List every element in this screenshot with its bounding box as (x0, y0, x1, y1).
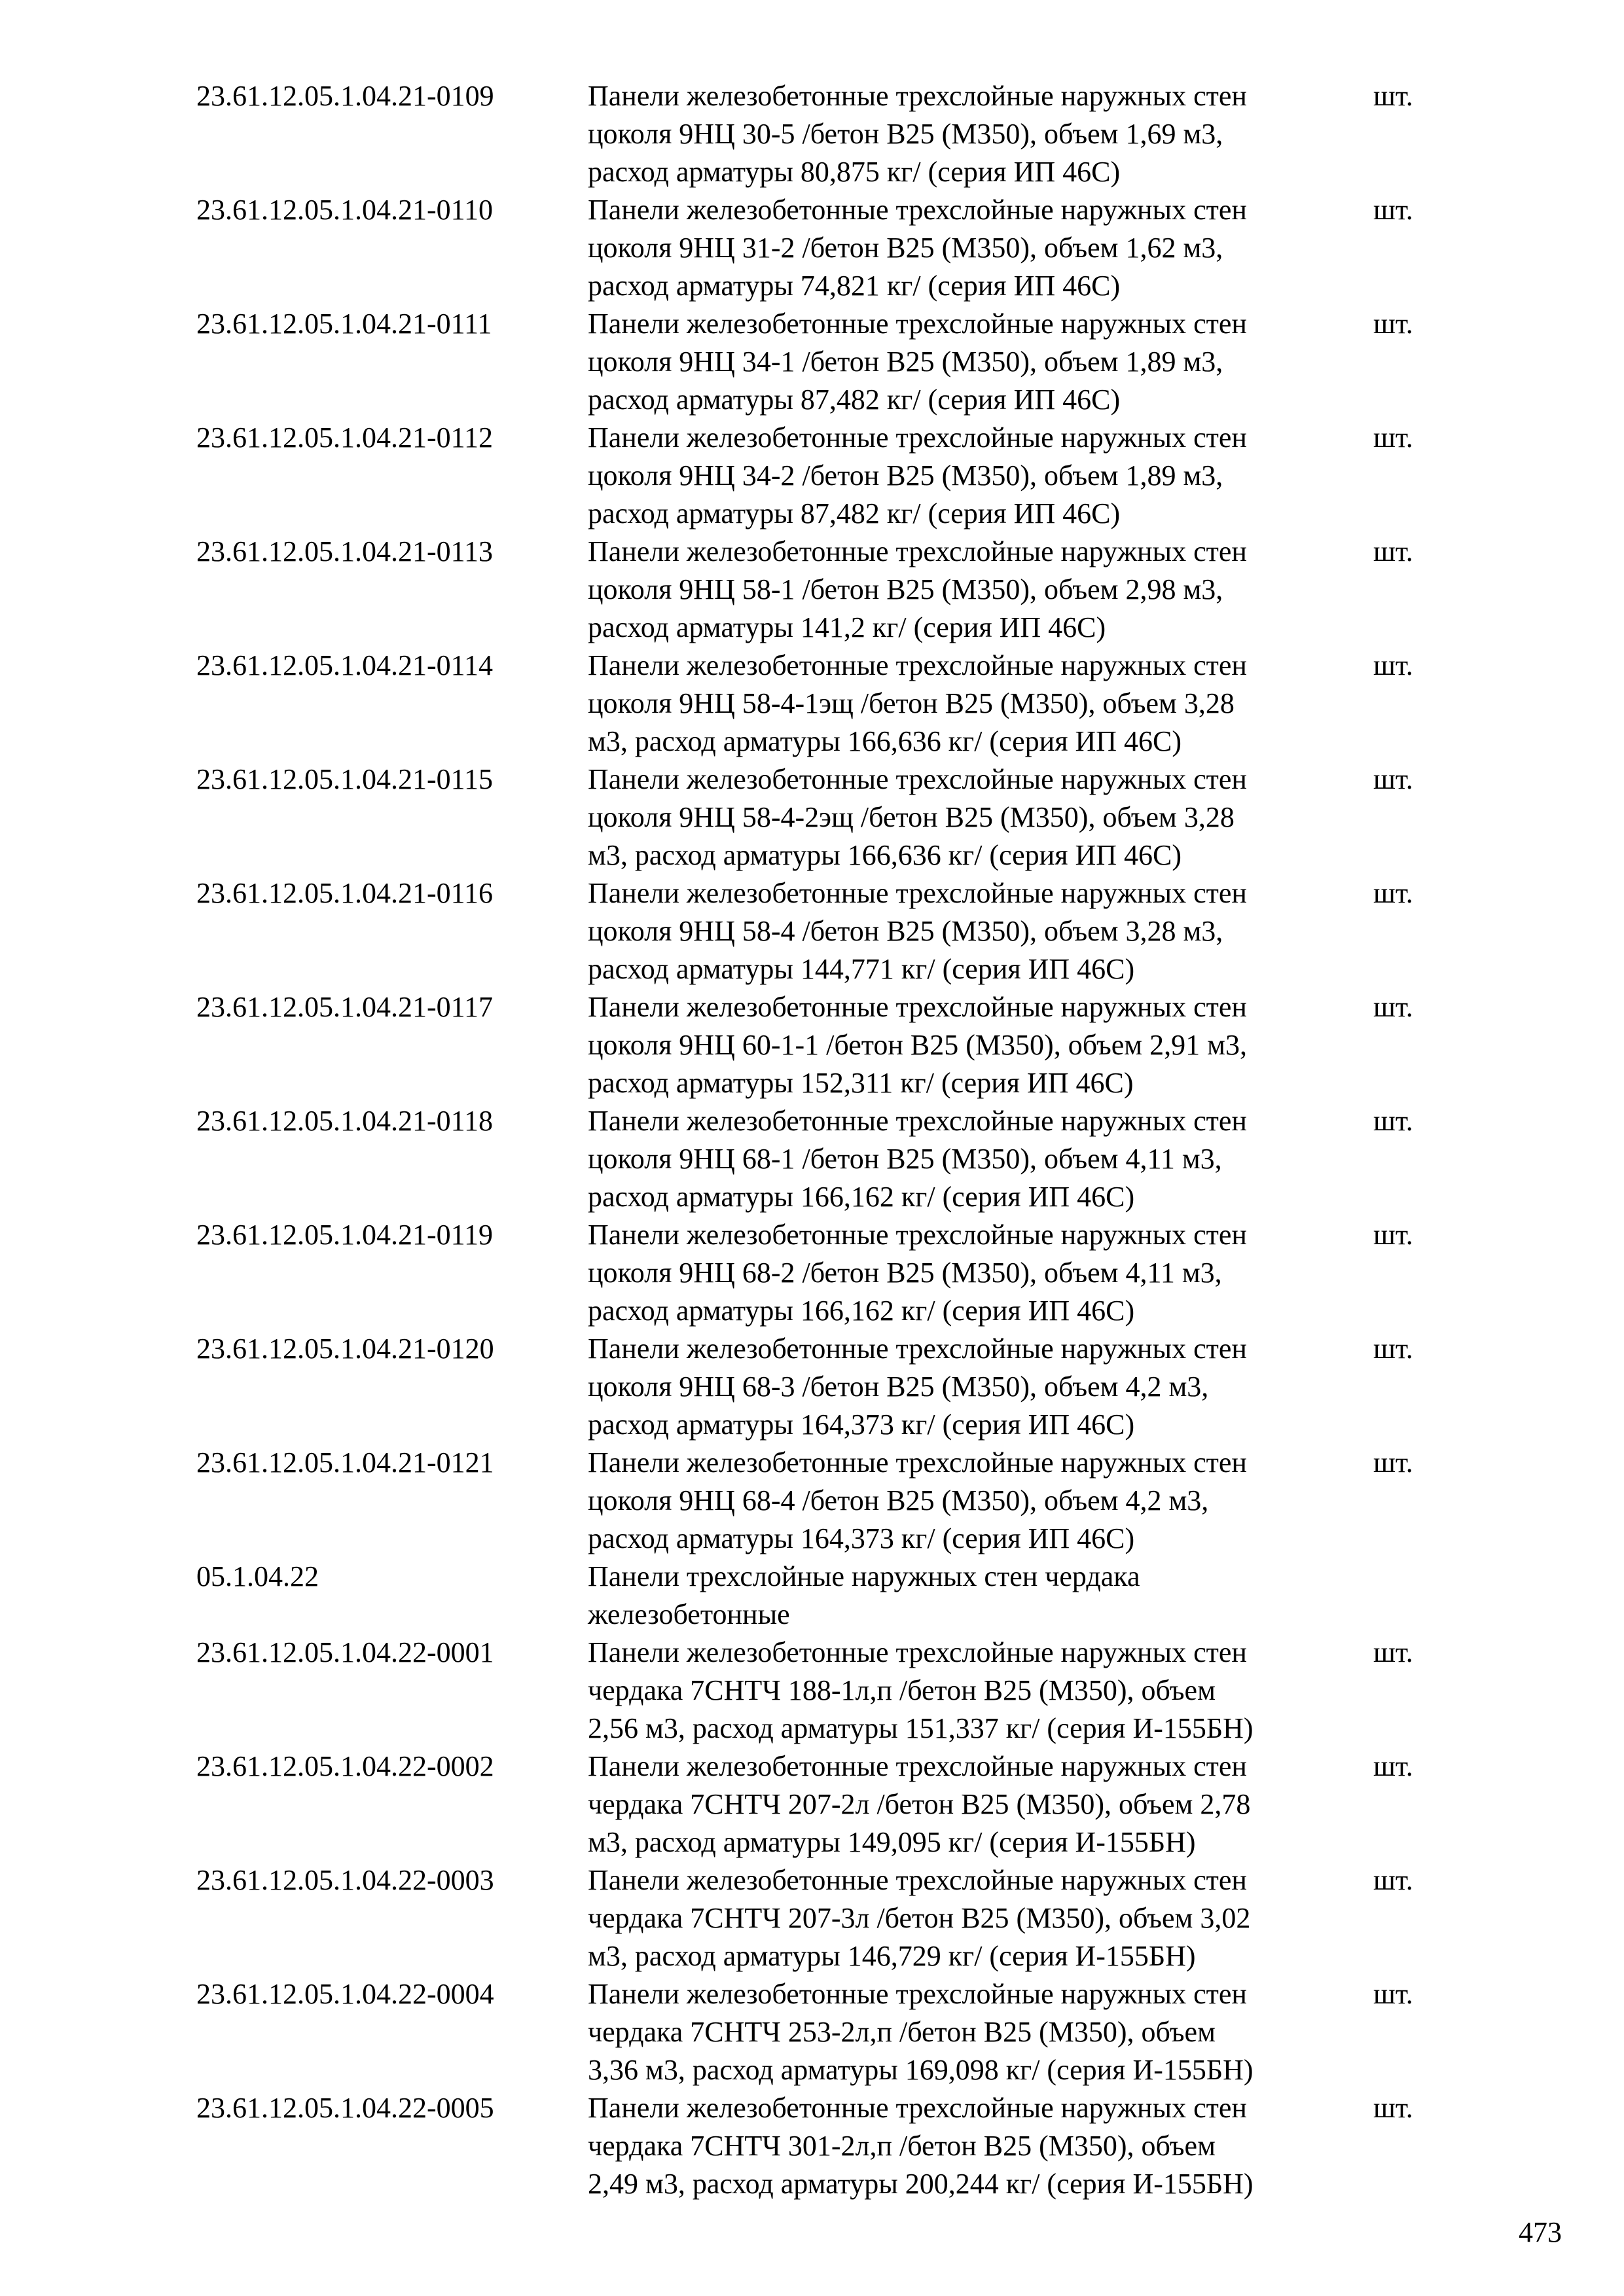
table-row (196, 647, 1479, 761)
description-line: расход арматуры 166,162 кг/ (серия ИП 46С) (588, 1295, 1135, 1327)
table-row (196, 419, 1479, 533)
description-line: цоколя 9НЦ 68-1 /бетон B25 (М350), объем 4,11 м3, (588, 1143, 1222, 1175)
description-line: цоколя 9НЦ 68-3 /бетон B25 (М350), объем 4,2 м3, (588, 1371, 1209, 1403)
item-unit: шт. (1373, 649, 1413, 681)
description-line: Панели железобетонные трехслойные наружных стен (588, 535, 1247, 567)
item-code: 23.61.12.05.1.04.21-0118 (196, 1105, 494, 1137)
description-line: Панели железобетонные трехслойные наружных стен (588, 1219, 1247, 1251)
table-row (196, 533, 1479, 647)
description-line: чердака 7СНТЧ 188-1л,п /бетон B25 (М350), объем (588, 1674, 1216, 1706)
item-unit: шт. (1373, 1978, 1413, 2010)
item-code: 23.61.12.05.1.04.22-0003 (196, 1864, 494, 1896)
description-line: Панели железобетонные трехслойные наружных стен (588, 1864, 1247, 1896)
description-line: расход арматуры 152,311 кг/ (серия ИП 46С) (588, 1067, 1134, 1099)
description-line: расход арматуры 87,482 кг/ (серия ИП 46С) (588, 497, 1121, 529)
description-line: расход арматуры 166,162 кг/ (серия ИП 46С) (588, 1181, 1135, 1213)
item-description (588, 1975, 1367, 2089)
description-line: цоколя 9НЦ 34-1 /бетон B25 (М350), объем 1,89 м3, (588, 346, 1223, 378)
description-line: расход арматуры 144,771 кг/ (серия ИП 46С) (588, 953, 1135, 985)
item-code: 23.61.12.05.1.04.21-0121 (196, 1446, 494, 1479)
item-description (588, 2089, 1367, 2203)
page-number: 473 (1519, 2216, 1562, 2248)
item-unit: шт. (1373, 535, 1413, 567)
description-line: чердака 7СНТЧ 207-2л /бетон B25 (М350), объем 2,78 (588, 1788, 1251, 1820)
description-line: м3, расход арматуры 166,636 кг/ (серия ИП 46С) (588, 725, 1182, 757)
description-line: цоколя 9НЦ 68-2 /бетон B25 (М350), объем 4,11 м3, (588, 1257, 1222, 1289)
item-description (588, 1102, 1367, 1216)
description-line: расход арматуры 164,373 кг/ (серия ИП 46С) (588, 1408, 1135, 1441)
item-description (588, 988, 1367, 1102)
description-line: цоколя 9НЦ 58-4 /бетон B25 (М350), объем 3,28 м3, (588, 915, 1223, 947)
item-unit: шт. (1373, 877, 1413, 909)
description-line: чердака 7СНТЧ 301-2л,п /бетон B25 (М350), объем (588, 2130, 1216, 2162)
table-row (196, 1330, 1479, 1444)
table-row (196, 1558, 1479, 1634)
description-line: Панели железобетонные трехслойные наружных стен (588, 1978, 1247, 2010)
description-line: расход арматуры 141,2 кг/ (серия ИП 46С) (588, 611, 1106, 643)
description-line: м3, расход арматуры 166,636 кг/ (серия ИП 46С) (588, 839, 1182, 871)
item-unit: шт. (1373, 2092, 1413, 2124)
item-code: 23.61.12.05.1.04.22-0004 (196, 1978, 494, 2010)
table-row (196, 305, 1479, 419)
description-line: Панели железобетонные трехслойные наружных стен (588, 763, 1247, 795)
description-line: цоколя 9НЦ 34-2 /бетон B25 (М350), объем 1,89 м3, (588, 459, 1223, 492)
description-line: цоколя 9НЦ 60-1-1 /бетон B25 (М350), объем 2,91 м3, (588, 1029, 1247, 1061)
table-row (196, 1861, 1479, 1975)
description-line: Панели железобетонные трехслойные наружных стен (588, 1446, 1247, 1479)
description-line: железобетонные (588, 1598, 790, 1630)
item-unit: шт. (1373, 308, 1413, 340)
item-code: 23.61.12.05.1.04.22-0001 (196, 1636, 494, 1668)
item-code: 23.61.12.05.1.04.21-0113 (196, 535, 494, 567)
item-unit: шт. (1373, 1105, 1413, 1137)
item-description (588, 1444, 1367, 1558)
description-line: Панели железобетонные трехслойные наружных стен (588, 877, 1247, 909)
description-line: чердака 7СНТЧ 253-2л,п /бетон B25 (М350), объем (588, 2016, 1216, 2048)
description-line: цоколя 9НЦ 31-2 /бетон B25 (М350), объем 1,62 м3, (588, 232, 1223, 264)
description-line: цоколя 9НЦ 58-4-1эщ /бетон B25 (М350), объем 3,28 (588, 687, 1235, 719)
item-description (588, 191, 1367, 305)
item-description (588, 419, 1367, 533)
item-description (588, 1558, 1367, 1634)
item-description (588, 1861, 1367, 1975)
item-code: 23.61.12.05.1.04.21-0119 (196, 1219, 494, 1251)
item-code: 23.61.12.05.1.04.21-0114 (196, 649, 494, 681)
item-code: 23.61.12.05.1.04.21-0115 (196, 763, 494, 795)
description-line: м3, расход арматуры 146,729 кг/ (серия И-155БН) (588, 1940, 1196, 1972)
description-line: цоколя 9НЦ 58-1 /бетон B25 (М350), объем 2,98 м3, (588, 573, 1223, 605)
description-line: Панели железобетонные трехслойные наружных стен (588, 308, 1247, 340)
description-line: цоколя 9НЦ 68-4 /бетон B25 (М350), объем 4,2 м3, (588, 1484, 1209, 1516)
description-line: 3,36 м3, расход арматуры 169,098 кг/ (серия И-155БН) (588, 2054, 1254, 2086)
item-unit: шт. (1373, 1446, 1413, 1479)
item-code: 23.61.12.05.1.04.21-0109 (196, 80, 494, 112)
description-line: расход арматуры 80,875 кг/ (серия ИП 46С) (588, 156, 1121, 188)
description-line: Панели железобетонные трехслойные наружных стен (588, 991, 1247, 1023)
table-row (196, 988, 1479, 1102)
table-row (196, 874, 1479, 988)
table-row (196, 1634, 1479, 1748)
item-unit: шт. (1373, 422, 1413, 454)
description-line: расход арматуры 87,482 кг/ (серия ИП 46С) (588, 384, 1121, 416)
item-description (588, 305, 1367, 419)
table-row (196, 761, 1479, 874)
description-line: Панели трехслойные наружных стен чердака (588, 1560, 1140, 1592)
item-unit: шт. (1373, 991, 1413, 1023)
item-description (588, 533, 1367, 647)
table-row (196, 1102, 1479, 1216)
item-unit: шт. (1373, 1219, 1413, 1251)
description-line: Панели железобетонные трехслойные наружных стен (588, 1636, 1247, 1668)
table-row (196, 1216, 1479, 1330)
item-code: 23.61.12.05.1.04.21-0117 (196, 991, 494, 1023)
description-line: Панели железобетонные трехслойные наружных стен (588, 1750, 1247, 1782)
item-unit: шт. (1373, 763, 1413, 795)
item-description (588, 647, 1367, 761)
description-line: Панели железобетонные трехслойные наружных стен (588, 1105, 1247, 1137)
description-line: Панели железобетонные трехслойные наружных стен (588, 80, 1247, 112)
item-code: 05.1.04.22 (196, 1560, 319, 1592)
item-unit: шт. (1373, 1750, 1413, 1782)
description-line: Панели железобетонные трехслойные наружных стен (588, 194, 1247, 226)
item-code: 23.61.12.05.1.04.21-0120 (196, 1333, 494, 1365)
item-code: 23.61.12.05.1.04.21-0112 (196, 422, 494, 454)
table-row (196, 1748, 1479, 1861)
item-unit: шт. (1373, 80, 1413, 112)
item-code: 23.61.12.05.1.04.22-0002 (196, 1750, 494, 1782)
item-description (588, 1216, 1367, 1330)
description-line: цоколя 9НЦ 30-5 /бетон B25 (М350), объем 1,69 м3, (588, 118, 1223, 150)
table-row (196, 1444, 1479, 1558)
item-description (588, 761, 1367, 874)
description-line: расход арматуры 74,821 кг/ (серия ИП 46С) (588, 270, 1121, 302)
item-code: 23.61.12.05.1.04.21-0110 (196, 194, 494, 226)
price-list-table (196, 77, 1479, 2203)
item-description (588, 1634, 1367, 1748)
description-line: 2,56 м3, расход арматуры 151,337 кг/ (серия И-155БН) (588, 1712, 1254, 1744)
item-code: 23.61.12.05.1.04.21-0116 (196, 877, 494, 909)
description-line: чердака 7СНТЧ 207-3л /бетон B25 (М350), объем 3,02 (588, 1902, 1251, 1934)
description-line: Панели железобетонные трехслойные наружных стен (588, 649, 1247, 681)
item-unit: шт. (1373, 1333, 1413, 1365)
item-description (588, 77, 1367, 191)
table-row (196, 2089, 1479, 2203)
table-row (196, 1975, 1479, 2089)
item-unit: шт. (1373, 194, 1413, 226)
item-description (588, 1330, 1367, 1444)
item-unit: шт. (1373, 1864, 1413, 1896)
description-line: Панели железобетонные трехслойные наружных стен (588, 2092, 1247, 2124)
item-code: 23.61.12.05.1.04.22-0005 (196, 2092, 494, 2124)
description-line: цоколя 9НЦ 58-4-2эщ /бетон B25 (М350), объем 3,28 (588, 801, 1235, 833)
description-line: 2,49 м3, расход арматуры 200,244 кг/ (серия И-155БН) (588, 2168, 1254, 2200)
item-code: 23.61.12.05.1.04.21-0111 (196, 308, 492, 340)
table-row (196, 77, 1479, 191)
table-row (196, 191, 1479, 305)
item-description (588, 1748, 1367, 1861)
item-unit: шт. (1373, 1636, 1413, 1668)
description-line: Панели железобетонные трехслойные наружных стен (588, 422, 1247, 454)
description-line: расход арматуры 164,373 кг/ (серия ИП 46С) (588, 1522, 1135, 1554)
description-line: м3, расход арматуры 149,095 кг/ (серия И-155БН) (588, 1826, 1196, 1858)
item-description (588, 874, 1367, 988)
description-line: Панели железобетонные трехслойные наружных стен (588, 1333, 1247, 1365)
